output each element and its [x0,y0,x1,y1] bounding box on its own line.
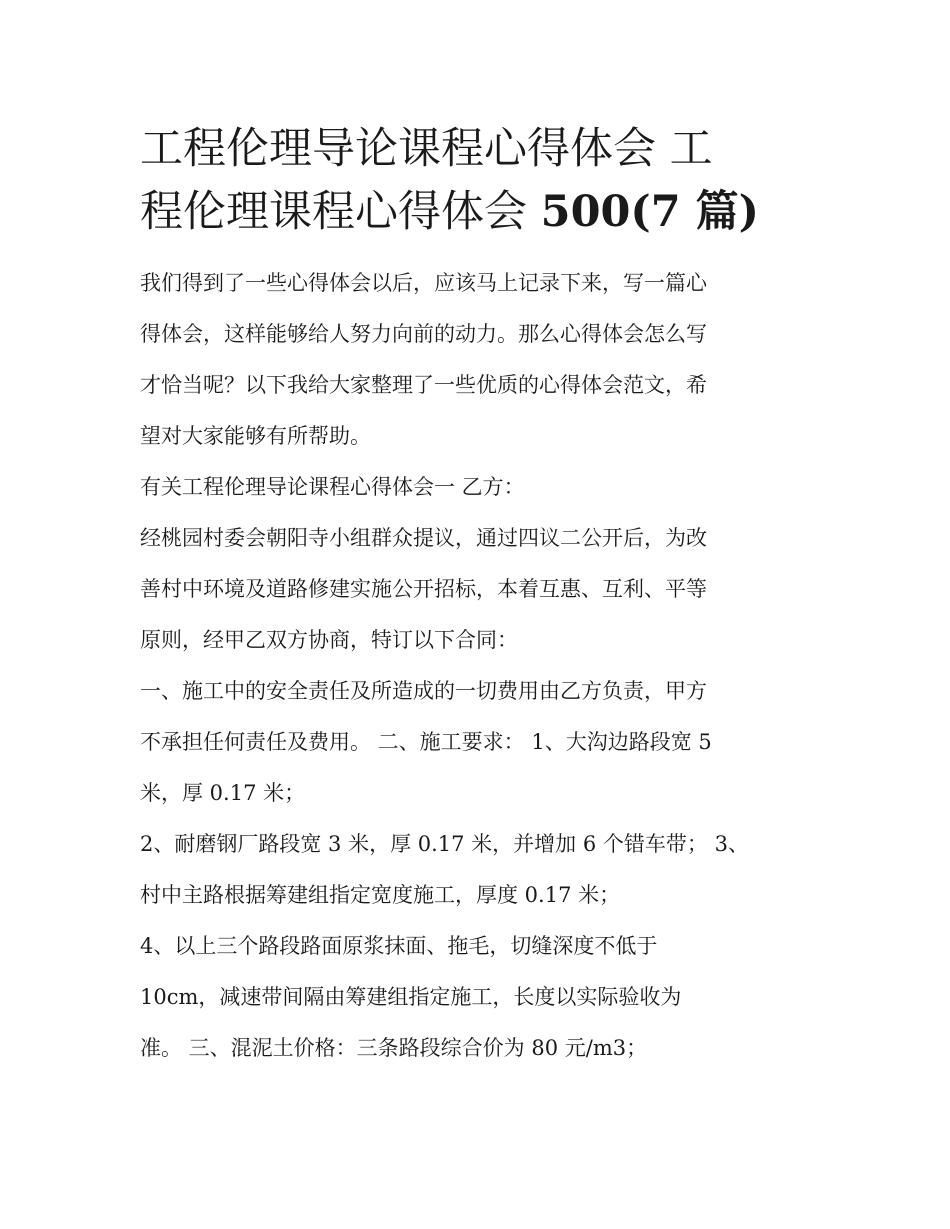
paragraph-intro [140,258,810,462]
paragraph-line: 原则，经甲乙双方协商，特订以下合同： [140,628,518,652]
paragraph-line: 经桃园村委会朝阳寺小组群众提议，通过四议二公开后，为改 [140,526,707,550]
paragraph-line: 10cm，减速带间隔由筹建组指定施工，长度以实际验收为 [140,985,682,1009]
paragraph-line: 有关工程伦理导论课程心得体会一 乙方： [140,475,525,499]
paragraph-line: 4、以上三个路段路面原浆抹面、拖毛，切缝深度不低于 [140,934,658,958]
paragraph-line: 米，厚 0.17 米； [140,781,306,805]
title-line-2-count: 500(7 篇) [540,187,760,237]
paragraph-clause-2 [140,819,810,921]
document-title [140,118,810,244]
paragraph-contract-intro [140,513,810,666]
paragraph-line: 善村中环境及道路修建实施公开招标，本着互惠、互利、平等 [140,577,707,601]
title-line-2-text: 程伦理课程心得体会 [140,187,541,237]
paragraph-line: 2、耐磨钢厂路段宽 3 米，厚 0.17 米，并增加 6 个错车带； 3、 [140,832,749,856]
paragraph-line: 准。 三、混泥土价格：三条路段综合价为 80 元/m3； [140,1036,648,1060]
paragraph-line: 得体会，这样能够给人努力向前的动力。那么心得体会怎么写 [140,322,707,346]
paragraph-line: 望对大家能够有所帮助。 [140,424,371,448]
title-line-2 [140,181,810,244]
paragraph-clause-1 [140,666,810,819]
paragraph-line: 不承担任何责任及费用。 二、施工要求： 1、大沟边路段宽 5 [140,730,712,754]
paragraph-clause-4 [140,921,810,1074]
paragraph-line: 我们得到了一些心得体会以后，应该马上记录下来，写一篇心 [140,271,707,295]
paragraph-heading-1 [140,462,810,513]
document-body [140,258,810,1074]
document-page [140,118,810,1074]
paragraph-line: 一、施工中的安全责任及所造成的一切费用由乙方负责，甲方 [140,679,707,703]
title-line-1: 工程伦理导论课程心得体会 工 [140,124,713,174]
paragraph-line: 才恰当呢？以下我给大家整理了一些优质的心得体会范文，希 [140,373,707,397]
paragraph-line: 村中主路根据筹建组指定宽度施工，厚度 0.17 米； [140,883,621,907]
